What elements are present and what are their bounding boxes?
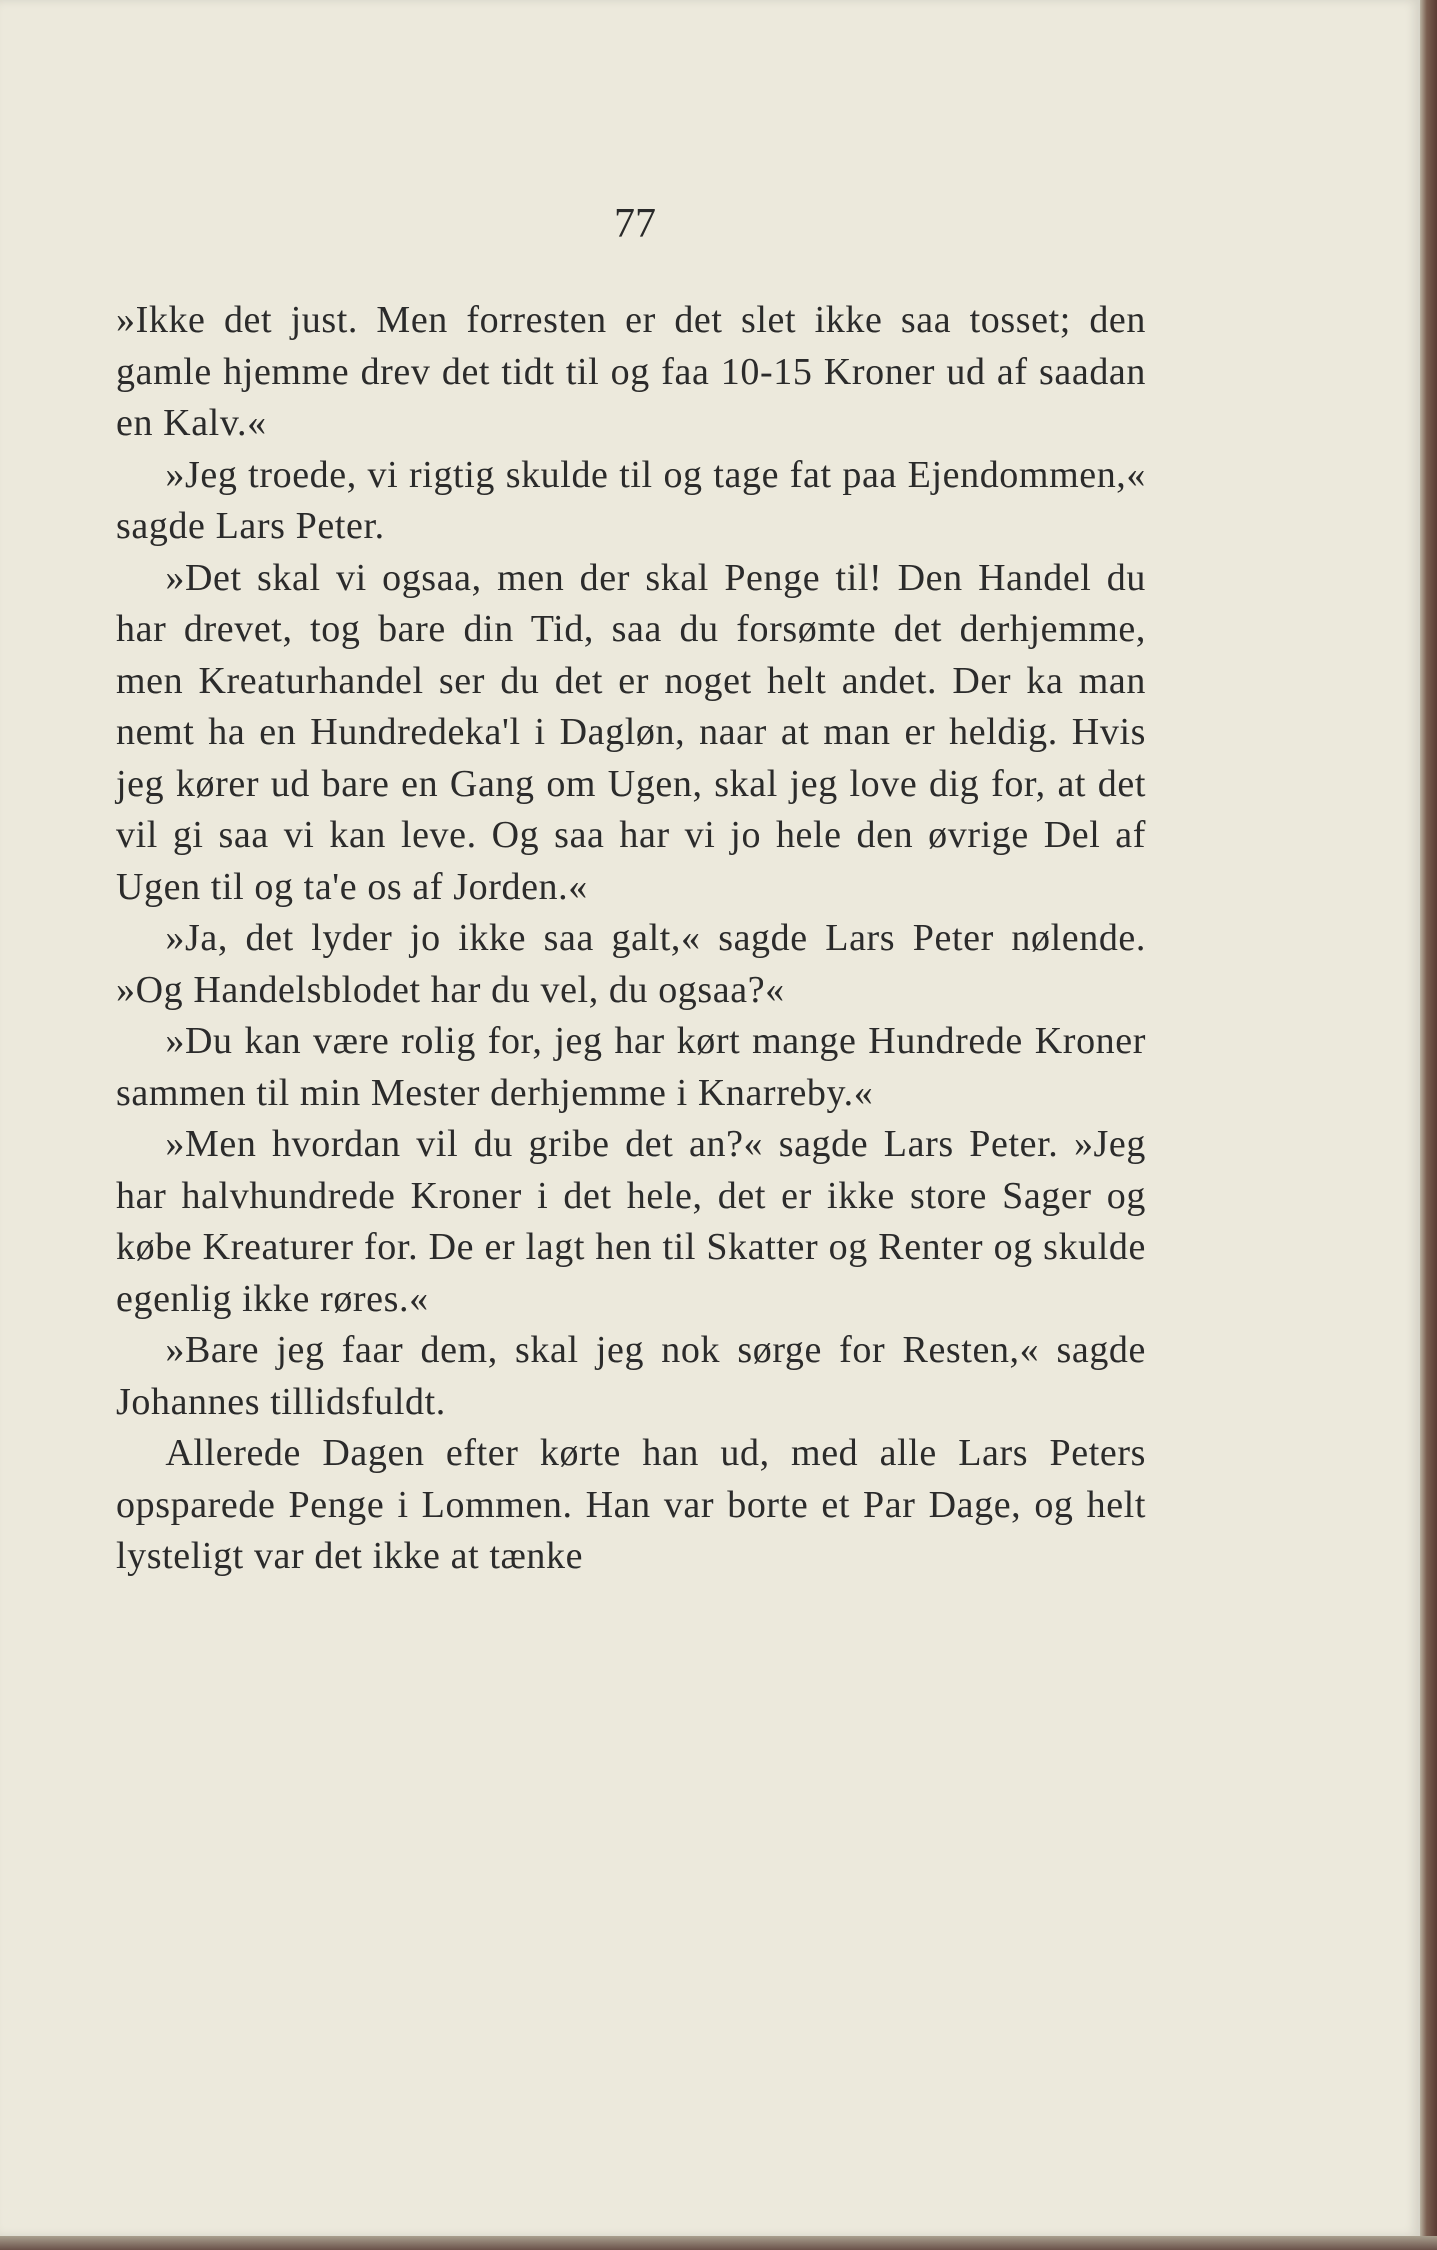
page-edge-right: [1420, 0, 1437, 2250]
paragraph: »Det skal vi ogsaa, men der skal Penge til! Den Handel du har drevet, tog bare din Tid, saa du forsømte det derhjemme, men Kreaturhandel ser du det er noget helt andet. Der ka man nemt ha en Hundredeka'l i Dagløn, naar at man er heldig. Hvis jeg kører ud bare en Gang om Ugen, skal jeg love dig for, at det vil gi saa vi kan leve. Og saa har vi jo hele den øvrige Del af Ugen til og ta'e os af Jorden.«: [116, 556, 1146, 908]
paragraph: »Men hvordan vil du gribe det an?« sagde Lars Peter. »Jeg har halvhundrede Kroner i det hele, det er ikke store Sager og købe Kreaturer for. De er lagt hen til Skatter og Renter og skulde egenlig ikke røres.«: [116, 1123, 1146, 1320]
paragraph: »Ikke det just. Men forresten er det slet ikke saa tosset; den gamle hjemme drev det tidt til og faa 10-15 Kroner ud af saadan en Kalv.«: [116, 299, 1146, 444]
paragraph: »Ja, det lyder jo ikke saa galt,« sagde Lars Peter nølende. »Og Handelsblodet har du vel, du ogsaa?«: [116, 917, 1146, 1011]
page-edge-bottom: [0, 2236, 1437, 2250]
paragraph: »Du kan være rolig for, jeg har kørt mange Hundrede Kroner sammen til min Mester derhjemme i Knarreby.«: [116, 1020, 1146, 1114]
paragraph: »Jeg troede, vi rigtig skulde til og tage fat paa Ejendommen,« sagde Lars Peter.: [116, 453, 1146, 547]
page-number: 77: [614, 201, 656, 247]
body-text: [116, 295, 1146, 1583]
paragraph: »Bare jeg faar dem, skal jeg nok sørge for Resten,« sagde Johannes tillidsfuldt.: [116, 1329, 1146, 1423]
paragraph: Allerede Dagen efter kørte han ud, med alle Lars Peters opsparede Penge i Lommen. Han var borte et Par Dage, og helt lysteligt var det ikke at tænke: [116, 1432, 1146, 1577]
